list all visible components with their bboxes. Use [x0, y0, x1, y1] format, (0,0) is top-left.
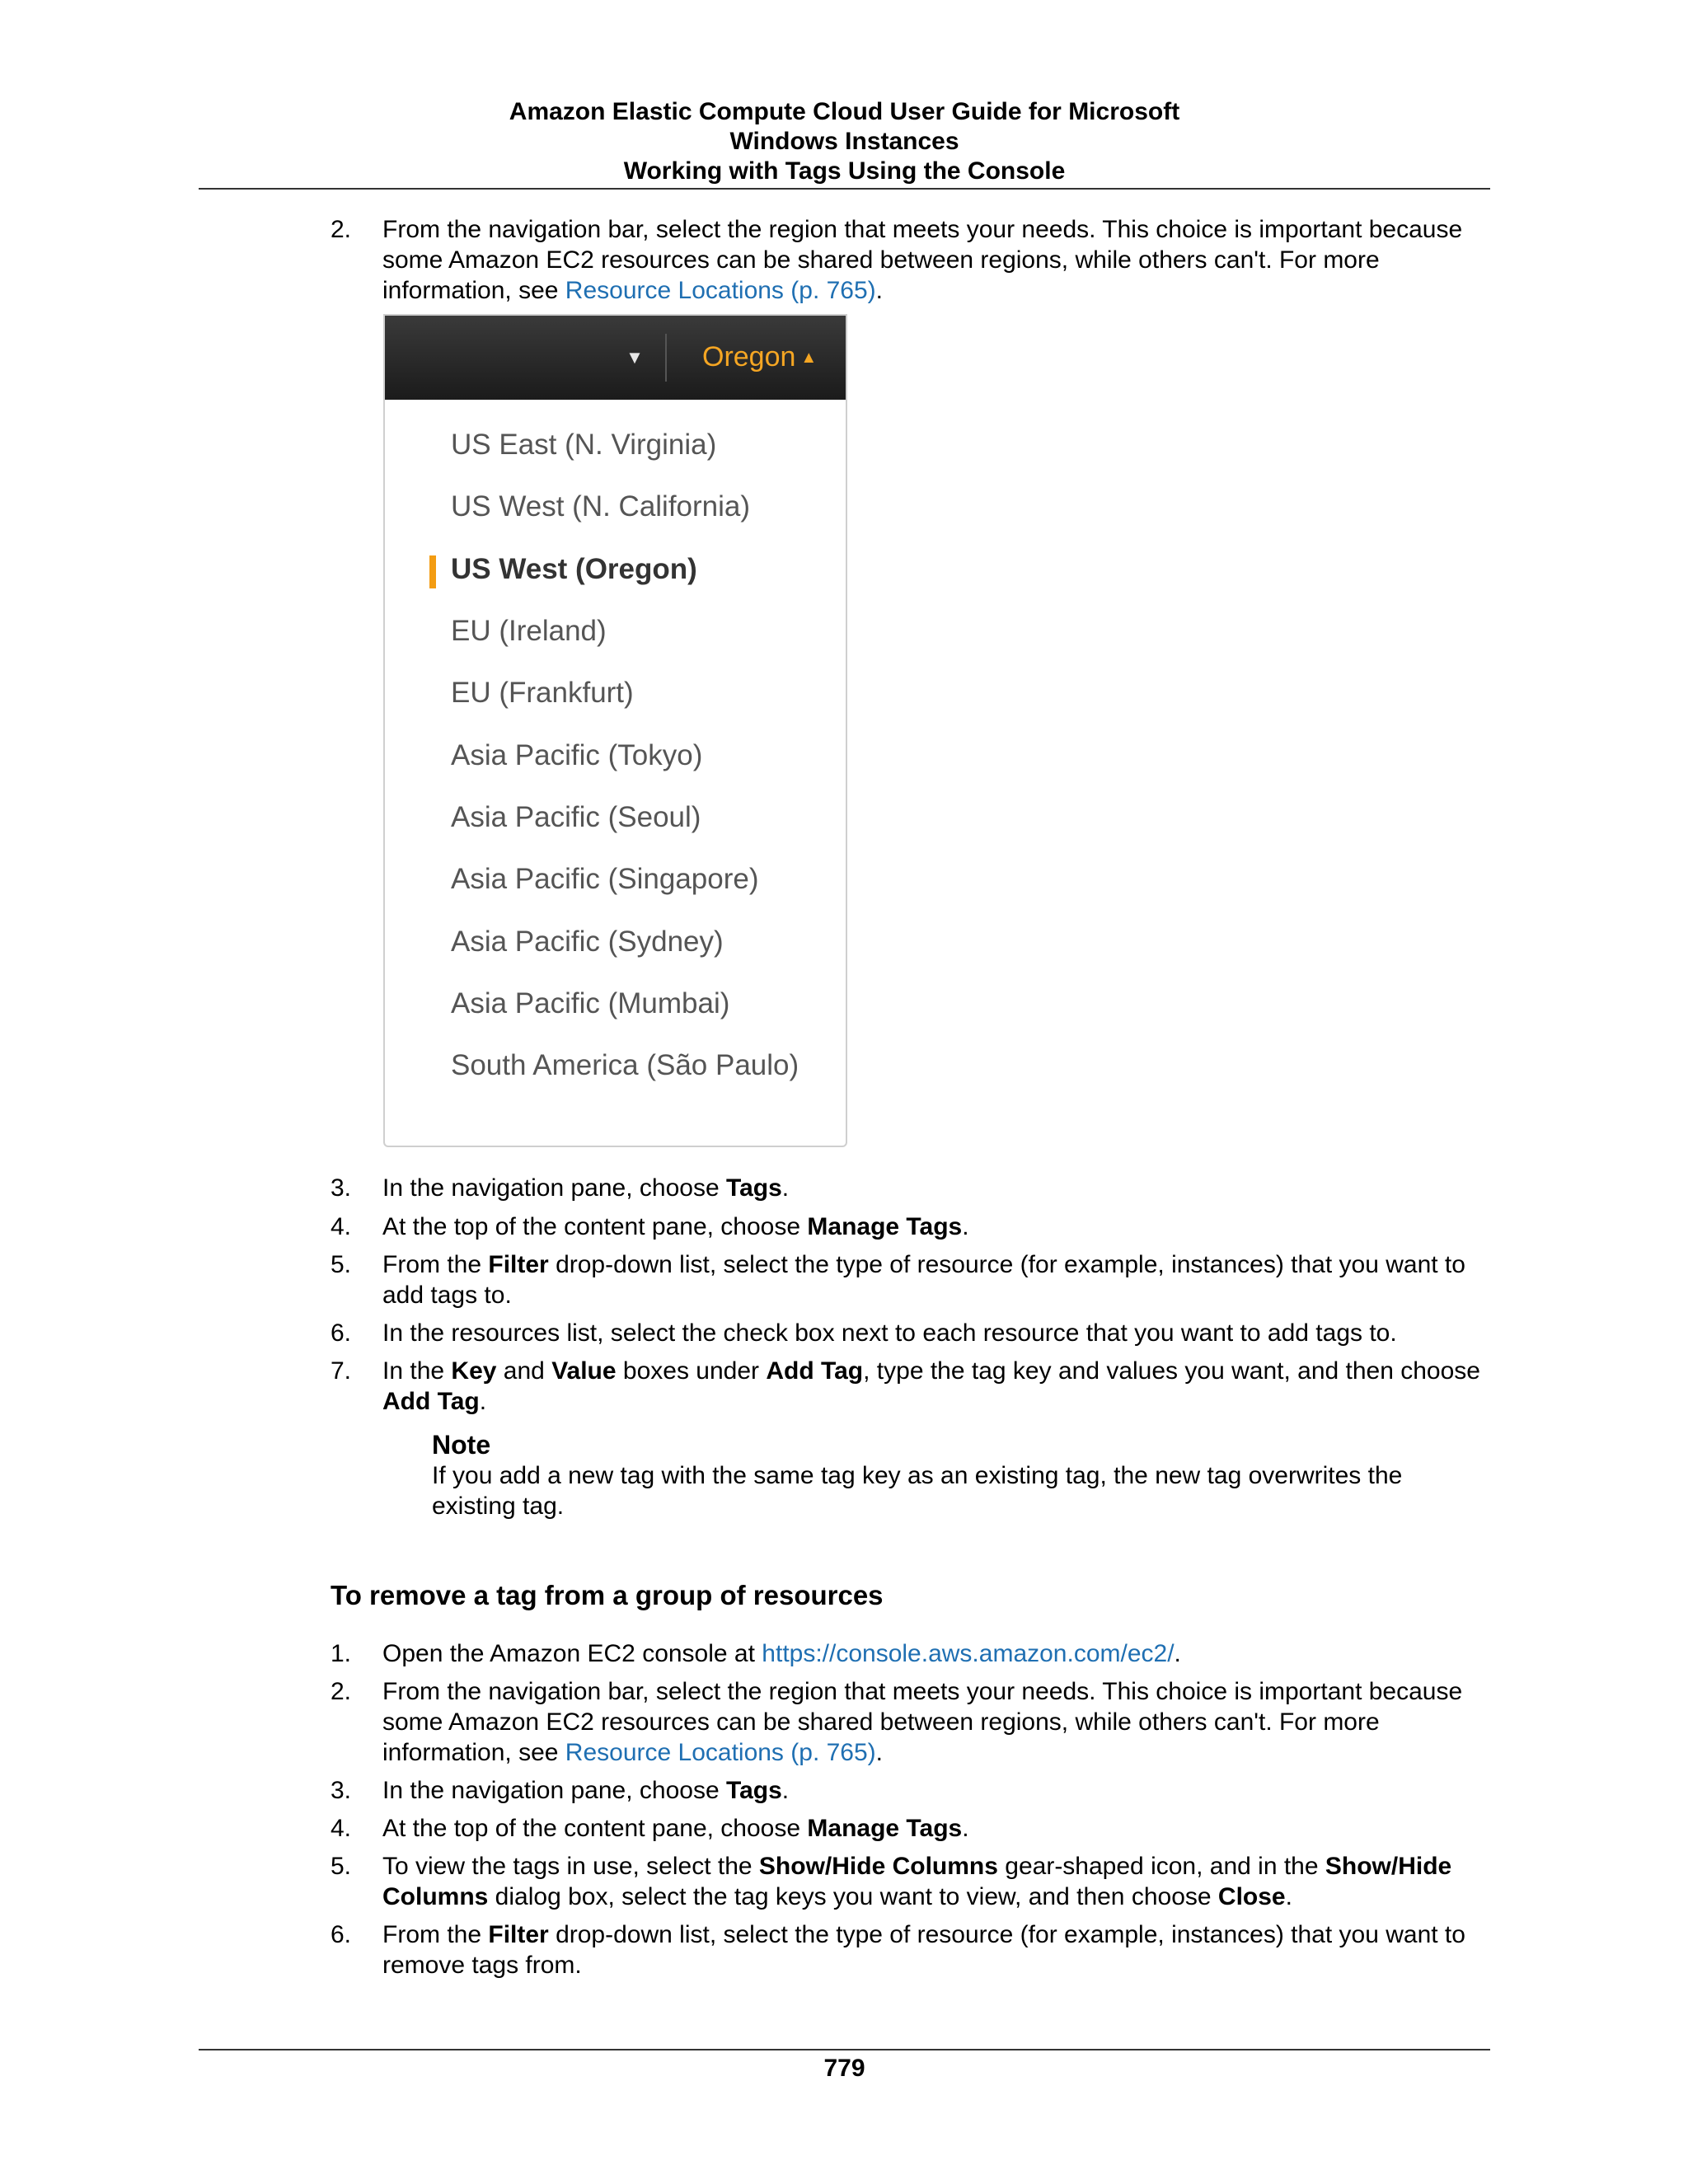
step-text: At the top of the content pane, choose: [382, 1213, 808, 1240]
step-number: 2.: [331, 216, 352, 243]
ui-term-key: Key: [451, 1357, 497, 1385]
region-item-us-west-oregon[interactable]: US West (Oregon): [451, 553, 697, 585]
ui-term-close: Close: [1217, 1883, 1286, 1910]
step-5-show-hide-columns: [331, 1851, 1493, 1912]
step-number: 2.: [331, 1678, 352, 1705]
step-body: [382, 1173, 1493, 1203]
step-text-tail: .: [962, 1213, 969, 1240]
step-number: 5.: [331, 1251, 352, 1278]
resource-locations-link[interactable]: Resource Locations (p. 765): [565, 277, 876, 304]
ui-term-manage-tags: Manage Tags: [807, 1815, 963, 1842]
region-item-asia-pacific-sydney[interactable]: Asia Pacific (Sydney): [451, 926, 724, 958]
step-body: [382, 1638, 1493, 1669]
navbar-divider: [665, 334, 667, 382]
step-body: [382, 1676, 1493, 1768]
step-text-tail: drop-down list, select the type of resource (for example, instances) that you want to remove tags from.: [382, 1921, 1465, 1979]
ui-term-tags: Tags: [725, 1777, 782, 1804]
header-rule: [199, 188, 1490, 190]
step-text: and: [496, 1357, 552, 1385]
step-2-select-region: [331, 214, 1493, 306]
step-6-filter-remove: [331, 1919, 1493, 1980]
ui-term-show-hide-columns-dialog: Show/Hide Columns: [382, 1853, 1452, 1910]
note-box: [432, 1430, 1470, 1521]
step-body: [382, 1212, 1493, 1242]
chevron-down-icon[interactable]: ▼: [626, 347, 644, 368]
step-body: [382, 1249, 1493, 1310]
step-number: 1.: [331, 1640, 352, 1667]
note-title: Note: [432, 1430, 491, 1460]
step-text: From the: [382, 1251, 489, 1278]
step-5-filter: [331, 1249, 1493, 1310]
header-line-1: Amazon Elastic Compute Cloud User Guide for Microsoft: [509, 98, 1180, 125]
selected-indicator: [429, 555, 436, 588]
ui-term-add-tag: Add Tag: [766, 1357, 864, 1385]
step-text-tail: .: [781, 1174, 790, 1202]
ui-term-manage-tags: Manage Tags: [807, 1213, 963, 1240]
ui-term-value: Value: [551, 1357, 617, 1385]
step-text-tail: .: [781, 1777, 790, 1804]
region-item-us-east-n-virginia[interactable]: US East (N. Virginia): [451, 429, 717, 461]
step-body: [382, 1813, 1493, 1844]
step-text: To view the tags in use, select the: [382, 1853, 759, 1880]
step-6-select-resources: [331, 1318, 1493, 1348]
step-body: In the resources list, select the check box next to each resource that you want to add tags to.: [382, 1319, 1397, 1347]
section-heading: To remove a tag from a group of resources: [331, 1580, 884, 1610]
region-item-asia-pacific-mumbai[interactable]: Asia Pacific (Mumbai): [451, 987, 730, 1019]
step-number: 7.: [331, 1357, 352, 1385]
ui-term-show-hide-columns: Show/Hide Columns: [758, 1853, 998, 1880]
step-number: 5.: [331, 1853, 352, 1880]
chevron-up-icon: ▲: [800, 349, 818, 367]
step-7-add-tag: [331, 1356, 1493, 1417]
step-1-open-console: [331, 1638, 1493, 1669]
step-text: From the: [382, 1921, 489, 1948]
step-text: At the top of the content pane, choose: [382, 1815, 808, 1842]
step-text: From the navigation bar, select the region that meets your needs. This choice is important because some Amazon EC2 resources can be shared between regions, while others can't. For more information, see: [382, 216, 1463, 304]
step-body: [382, 1356, 1493, 1417]
step-2-select-region-b: [331, 1676, 1493, 1768]
region-item-asia-pacific-tokyo[interactable]: Asia Pacific (Tokyo): [451, 739, 703, 771]
region-item-eu-ireland[interactable]: EU (Ireland): [451, 615, 607, 647]
region-selector-screenshot: [383, 314, 847, 1147]
running-header: [199, 97, 1490, 186]
note-text: If you add a new tag with the same tag key as an existing tag, the new tag overwrites the existing tag.: [432, 1462, 1403, 1520]
navigation-bar: [385, 316, 846, 400]
header-line-3: Working with Tags Using the Console: [623, 157, 1066, 185]
step-text-tail: .: [875, 1739, 883, 1766]
step-4-manage-tags-b: [331, 1813, 1493, 1844]
step-3-choose-tags-b: [331, 1775, 1493, 1806]
page-number: 779: [823, 2055, 865, 2082]
step-text-tail: .: [875, 277, 883, 304]
step-text: Open the Amazon EC2 console at: [382, 1640, 762, 1667]
step-text: boxes under: [616, 1357, 767, 1385]
step-4-manage-tags: [331, 1212, 1493, 1242]
step-number: 4.: [331, 1213, 352, 1240]
step-body: [382, 1851, 1493, 1912]
step-body: [382, 1919, 1493, 1980]
footer-rule: [199, 2049, 1490, 2050]
step-text-tail: .: [1285, 1883, 1292, 1910]
ui-term-filter: Filter: [488, 1251, 549, 1278]
step-3-choose-tags: [331, 1173, 1493, 1203]
step-text: , type the tag key and values you want, and then choose: [863, 1357, 1480, 1385]
step-body: [382, 1775, 1493, 1806]
resource-locations-link[interactable]: Resource Locations (p. 765): [565, 1739, 876, 1766]
step-text: In the navigation pane, choose: [382, 1174, 726, 1202]
region-item-south-america-sao-paulo[interactable]: South America (São Paulo): [451, 1049, 799, 1081]
step-body: [382, 214, 1493, 306]
ec2-console-link[interactable]: https://console.aws.amazon.com/ec2/: [762, 1640, 1175, 1667]
current-region-label: Oregon: [702, 341, 796, 373]
step-number: 4.: [331, 1815, 352, 1842]
step-text-tail: .: [962, 1815, 969, 1842]
step-number: 6.: [331, 1319, 352, 1347]
ui-term-tags: Tags: [725, 1174, 782, 1202]
region-item-eu-frankfurt[interactable]: EU (Frankfurt): [451, 677, 634, 709]
step-text: dialog box, select the tag keys you want to view, and then choose: [488, 1883, 1218, 1910]
header-line-2: Windows Instances: [729, 128, 959, 155]
step-number: 3.: [331, 1174, 352, 1202]
step-number: 3.: [331, 1777, 352, 1804]
step-number: 6.: [331, 1921, 352, 1948]
region-dropdown-button[interactable]: [702, 332, 817, 382]
step-text-tail: drop-down list, select the type of resource (for example, instances) that you want to add tags to.: [382, 1251, 1465, 1309]
region-item-asia-pacific-seoul[interactable]: Asia Pacific (Seoul): [451, 801, 701, 833]
step-text: gear-shaped icon, and in the: [997, 1853, 1325, 1880]
step-text-tail: .: [479, 1388, 487, 1415]
ui-term-filter: Filter: [488, 1921, 549, 1948]
step-text: From the navigation bar, select the region that meets your needs. This choice is important because some Amazon EC2 resources can be shared between regions, while others can't. For more information, see: [382, 1678, 1463, 1766]
step-text: In the: [382, 1357, 452, 1385]
step-text: In the navigation pane, choose: [382, 1777, 726, 1804]
step-text-tail: .: [1174, 1640, 1181, 1667]
ui-term-add-tag-button: Add Tag: [382, 1388, 480, 1415]
region-item-us-west-n-california[interactable]: US West (N. California): [451, 490, 751, 523]
region-item-asia-pacific-singapore[interactable]: Asia Pacific (Singapore): [451, 863, 759, 895]
